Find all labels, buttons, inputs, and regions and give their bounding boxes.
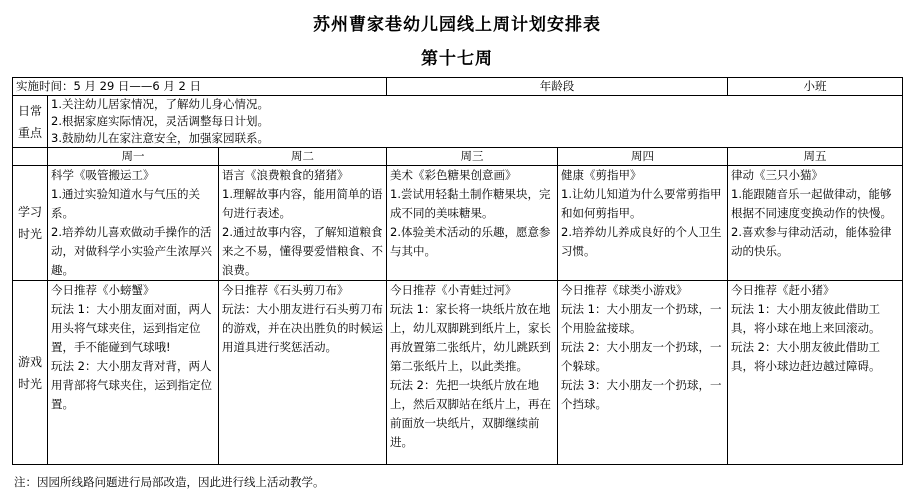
games-fri: 今日推荐《赶小猪》 玩法 1：大小朋友彼此借助工具，将小球在地上来回滚动。 玩法 2：大小朋友彼此借助工具，将小球边赶边越过障碍。 [728,281,903,465]
day-header-tue: 周二 [219,148,387,166]
document-title: 苏州曹家巷幼儿园线上周计划安排表 [313,15,601,35]
learning-fri: 律动《三只小猫》 1.能跟随音乐一起做律动，能够根据不同速度变换动作的快慢。 2.喜欢参与律动活动，能体验律动的快乐。 [728,166,903,281]
games-row [13,281,903,465]
meta-row [13,78,903,96]
day-header-fri: 周五 [728,148,903,166]
games-label: 游戏 时光 [13,281,48,465]
learning-label: 学习 时光 [13,166,48,281]
period-cell [13,78,387,96]
learning-tue: 语言《浪费粮食的猪猪》 1.理解故事内容，能用简单的语句进行表述。 2.通过故事内容，了解知道粮食来之不易，懂得要爱惜粮食、不浪费。 [219,166,387,281]
games-wed: 今日推荐《小青蛙过河》 玩法 1：家长将一块纸片放在地上，幼儿双脚跳到纸片上，家长再放置第二张纸片，幼儿跳跃到第二张纸片上，以此类推。 玩法 2：先把一块纸片放在地上，然后双脚站在纸片上，再在前面放一块纸片，双脚继续前进。 [387,281,558,465]
learning-mon: 科学《吸管搬运工》 1.通过实验知道水与气压的关系。 2.培养幼儿喜欢做动手操作的活动，对做科学小实验产生浓厚兴趣。 [48,166,219,281]
age-value: 小班 [803,79,827,93]
age-label-cell [387,78,728,96]
focus-item: 3.鼓励幼儿在家注意安全，加强家园联系。 [51,131,269,145]
daily-focus-label: 日常 重点 [13,96,48,148]
footnote: 注：因园所线路问题进行局部改造，因此进行线上活动教学。 [14,475,325,489]
day-header-mon: 周一 [48,148,219,166]
age-value-cell [728,78,903,96]
focus-item: 2.根据家庭实际情况，灵活调整每日计划。 [51,114,269,128]
daily-focus-row [13,96,903,148]
day-header-thu: 周四 [558,148,728,166]
games-mon: 今日推荐《小螃蟹》 玩法 1：大小朋友面对面，两人用头将气球夹住，运到指定位置，手不能碰到气球哦! 玩法 2：大小朋友背对背，两人用背部将气球夹住，运到指定位置。 [48,281,219,465]
weekday-header-blank [13,148,48,166]
period-text: 实施时间：5 月 29 日——6 月 2 日 [16,79,202,93]
week-heading: 第十七周 [421,49,493,69]
weekly-plan-table [12,77,903,465]
daily-focus-content [48,96,903,148]
learning-wed: 美术《彩色糖果创意画》 1.尝试用轻黏土制作糖果块，完成不同的美味糖果。 2.体验美术活动的乐趣，愿意参与其中。 [387,166,558,281]
age-label: 年龄段 [539,79,575,93]
learning-row [13,166,903,281]
weekday-header-row [13,148,903,166]
day-header-wed: 周三 [387,148,558,166]
games-thu: 今日推荐《球类小游戏》 玩法 1：大小朋友一个扔球，一个用脸盆接球。 玩法 2：大小朋友一个扔球，一个躲球。 玩法 3：大小朋友一个扔球，一个挡球。 [558,281,728,465]
games-tue: 今日推荐《石头剪刀布》 玩法：大小朋友进行石头剪刀布的游戏，并在决出胜负的时候运用道具进行奖惩活动。 [219,281,387,465]
focus-item: 1.关注幼儿居家情况，了解幼儿身心情况。 [51,97,269,111]
learning-thu: 健康《剪指甲》 1.让幼儿知道为什么要常剪指甲和如何剪指甲。 2.培养幼儿养成良好的个人卫生习惯。 [558,166,728,281]
